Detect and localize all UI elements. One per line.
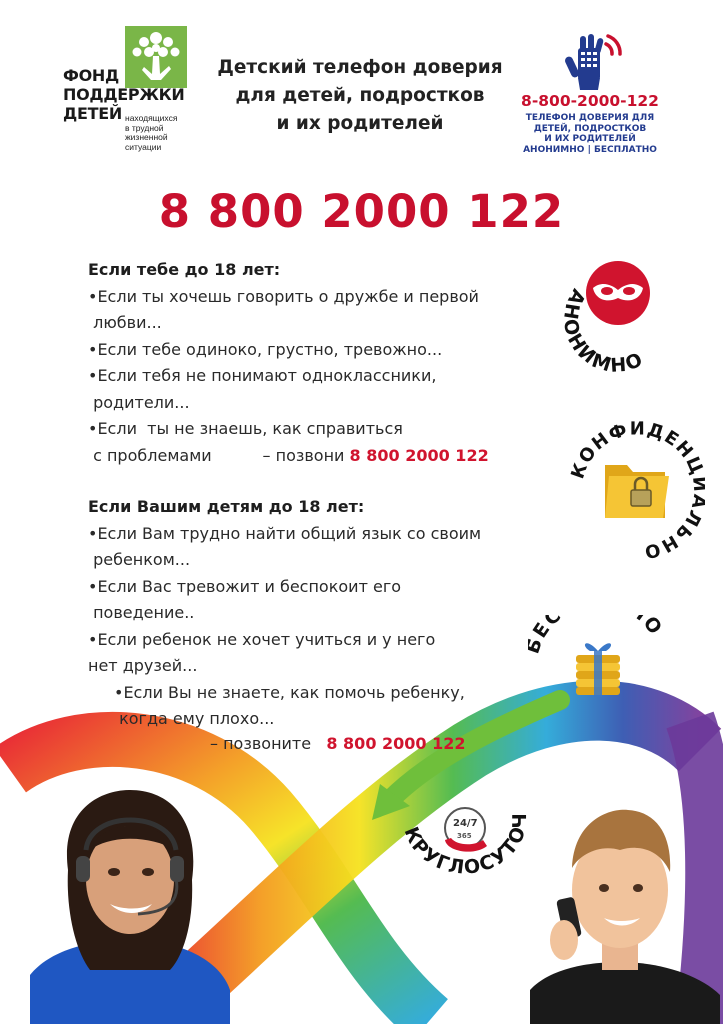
fund-name-line: ПОДДЕРЖКИ (63, 85, 185, 104)
parents-line: когда ему плохо... (114, 709, 275, 728)
main-phone-number: 8 800 2000 122 (158, 185, 565, 238)
svg-text:БЕСПЛАТНО (528, 615, 667, 657)
kids-call-line (88, 443, 489, 470)
parents-call-prefix: – позвоните (210, 734, 327, 753)
boy-with-phone-photo (520, 790, 720, 1024)
parents-line: •Если Вы не знаете, как помочь ребенку, (114, 682, 465, 702)
badge-round-the-clock-label: КРУГЛОСУТОЧ (399, 811, 532, 879)
woman-operator-photo (30, 790, 230, 1024)
parents-line: нет друзей... (88, 656, 198, 675)
kids-call-number: 8 800 2000 122 (349, 445, 489, 465)
parents-line: ребенком... (88, 550, 191, 569)
badge-anonymous-label: АНОНИМНО (558, 285, 648, 377)
phone-24-7-icon (445, 808, 487, 852)
parents-call-line (210, 734, 466, 753)
clock-365-text: 365 (457, 832, 472, 840)
badge-confidential (565, 420, 705, 560)
kids-call-prefix: с проблемами – позвони (88, 445, 350, 465)
parents-line: •Если ребенок не хочет учиться и у него (88, 629, 436, 649)
parents-call-number: 8 800 2000 122 (326, 734, 466, 753)
badge-free (528, 615, 678, 745)
kids-section (88, 257, 489, 469)
helpline-description: ТЕЛЕФОН ДОВЕРИЯ ДЛЯ ДЕТЕЙ, ПОДРОСТКОВ И ИХ РОДИТЕЛЕЙ АНОНИМНО | БЕСПЛАТНО (523, 113, 657, 155)
locked-folder-icon (605, 465, 669, 518)
header-title: Детский телефон доверия для детей, подростков и их родителей (217, 57, 503, 134)
kids-line: •Если тебя не понимают одноклассники, (88, 366, 437, 385)
kids-line: •Если ты не знаешь, как справиться (88, 419, 403, 438)
badge-anonymous (555, 248, 685, 378)
helpline-logo (505, 30, 675, 155)
parents-line: поведение.. (88, 603, 195, 622)
kids-line: •Если тебе одиноко, грустно, тревожно... (88, 339, 443, 359)
kids-line: родители... (88, 392, 190, 412)
fund-name-line: ФОНД (63, 66, 119, 85)
clock-24-7-text: 24/7 (453, 818, 478, 829)
coin-stack-gift-icon (576, 643, 620, 697)
fund-subtitle: находящихся в трудной жизненной ситуации (125, 113, 178, 152)
hand-phone-icon (550, 30, 630, 92)
fund-logo (63, 26, 203, 156)
parents-line: •Если Вам трудно найти общий язык со своим (88, 523, 482, 543)
kids-heading: Если тебе до 18 лет: (88, 260, 281, 279)
kids-line: •Если ты хочешь говорить о дружбе и первой (88, 286, 479, 306)
badge-confidential-label: КОНФИДЕН ЛЬНО (567, 420, 705, 560)
fund-name-line: ДЕТЕЙ (63, 104, 122, 123)
parents-heading: Если Вашим детям до 18 лет: (88, 497, 365, 516)
badge-free-label: ЕС О (528, 615, 668, 642)
parents-section (88, 494, 481, 733)
helpline-number: 8-800-2000-122 (521, 92, 659, 110)
kids-line: любви... (88, 313, 162, 332)
parents-line: •Если Вас тревожит и беспокоит его (88, 576, 402, 596)
